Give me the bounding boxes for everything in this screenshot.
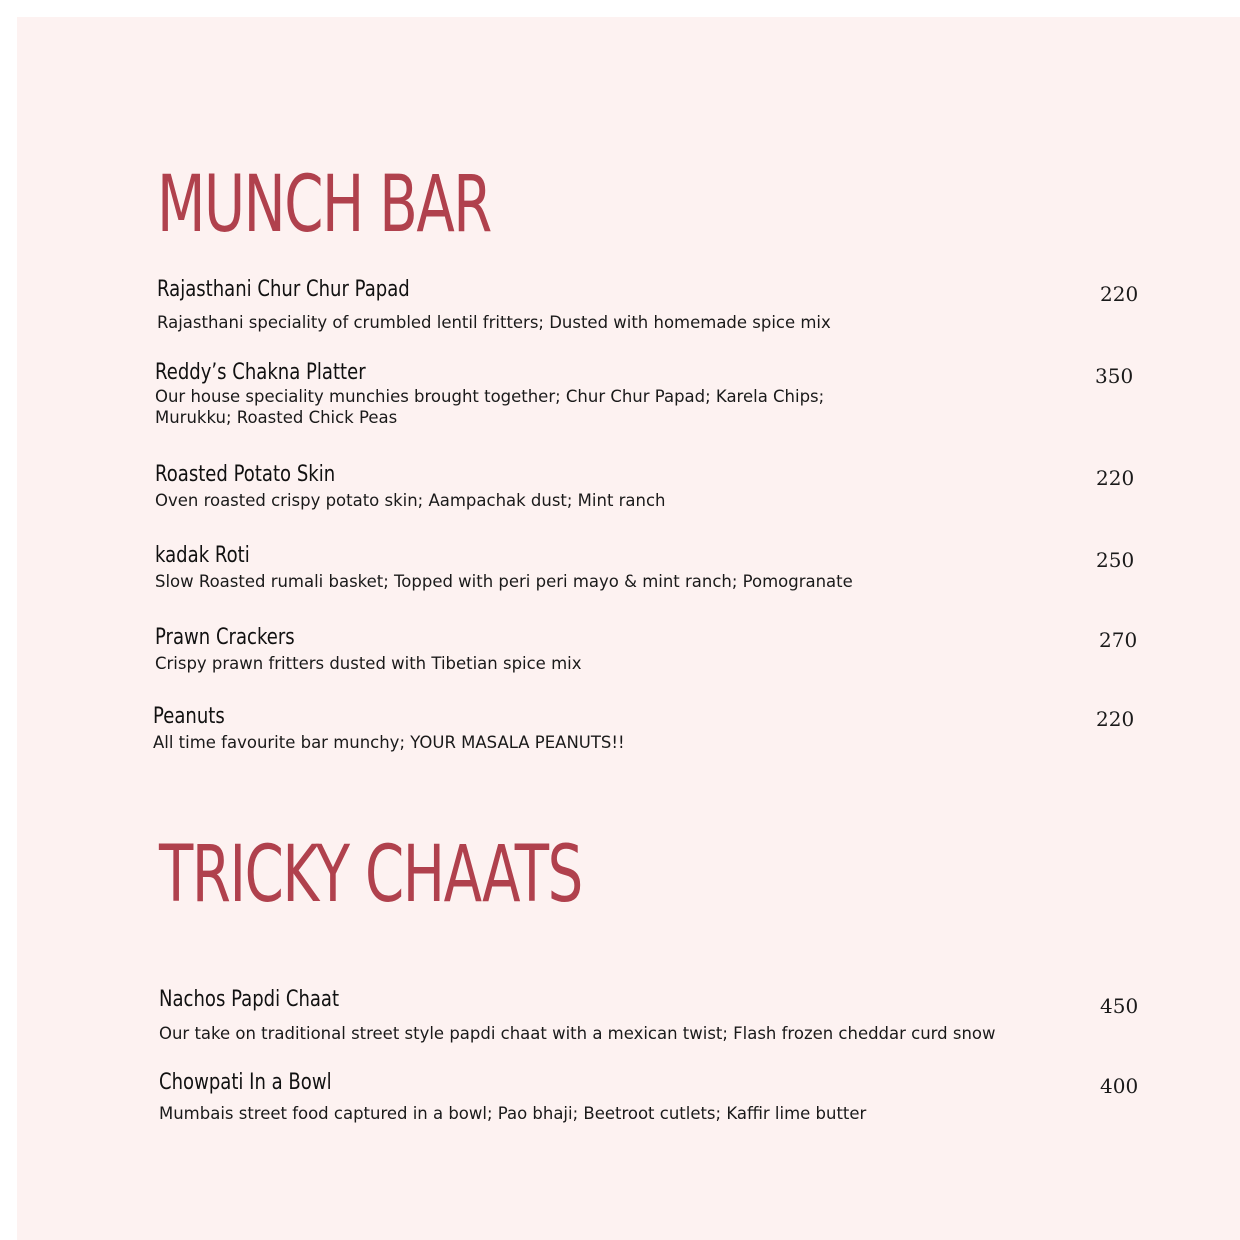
item-price: 270: [1099, 628, 1138, 652]
item-description: Oven roasted crispy potato skin; Aampachak dust; Mint ranch: [155, 491, 666, 511]
item-description-line-2: Murukku; Roasted Chick Peas: [155, 408, 398, 428]
item-name: Peanuts: [153, 704, 225, 729]
section-title-tricky-chaats: TRICKY CHAATS: [159, 830, 582, 920]
item-name: Reddy’s Chakna Platter: [155, 360, 366, 385]
item-description: All time favourite bar munchy; YOUR MASALA PEANUTS!!: [153, 733, 625, 753]
item-name: Chowpati In a Bowl: [159, 1070, 332, 1095]
item-name: Prawn Crackers: [155, 625, 295, 650]
item-price: 400: [1100, 1074, 1139, 1098]
item-price: 220: [1100, 282, 1139, 306]
item-description-line-1: Our house speciality munchies brought together; Chur Chur Papad; Karela Chips;: [155, 387, 825, 407]
item-name: Roasted Potato Skin: [155, 462, 336, 487]
item-price: 350: [1095, 364, 1134, 388]
item-description: Crispy prawn fritters dusted with Tibetian spice mix: [155, 654, 582, 674]
item-price: 250: [1096, 548, 1135, 572]
item-description: Slow Roasted rumali basket; Topped with peri peri mayo & mint ranch; Pomogranate: [155, 572, 853, 592]
item-price: 220: [1096, 707, 1135, 731]
item-price: 450: [1100, 994, 1139, 1018]
item-description: Mumbais street food captured in a bowl; Pao bhaji; Beetroot cutlets; Kaffir lime butter: [159, 1104, 867, 1124]
item-name: kadak Roti: [155, 543, 250, 568]
item-price: 220: [1096, 466, 1135, 490]
section-title-munch-bar: MUNCH BAR: [157, 160, 491, 250]
item-description: Our take on traditional street style papdi chaat with a mexican twist; Flash frozen cheddar curd snow: [159, 1024, 996, 1044]
item-name: Rajasthani Chur Chur Papad: [157, 277, 410, 302]
item-description: Rajasthani speciality of crumbled lentil fritters; Dusted with homemade spice mix: [157, 313, 831, 333]
item-name: Nachos Papdi Chaat: [159, 987, 340, 1012]
